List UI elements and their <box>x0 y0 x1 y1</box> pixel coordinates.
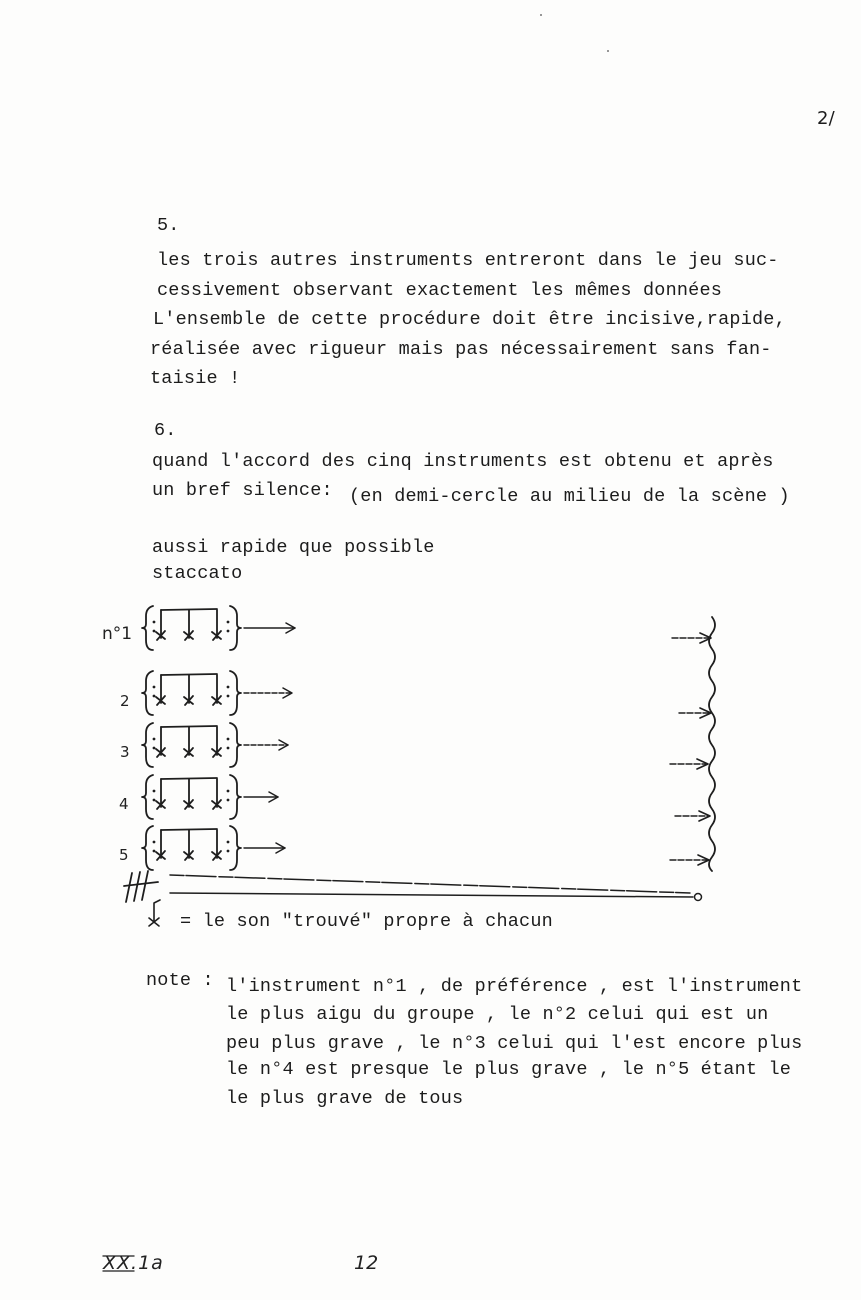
repeat-dot <box>153 695 156 698</box>
tempo-marking: aussi rapide que possible <box>152 537 435 558</box>
stave-label: 4 <box>119 795 129 813</box>
left-brace <box>142 826 153 870</box>
note-line: le plus grave de tous <box>226 1088 464 1109</box>
repeat-dot <box>153 747 156 750</box>
section-6-number: 6. <box>154 420 177 441</box>
left-brace <box>142 723 153 767</box>
repeat-dot <box>227 630 230 633</box>
section-6-line: quand l'accord des cinq instruments est obtenu et après <box>152 451 774 472</box>
legend-note-symbol <box>149 900 160 926</box>
repeat-dot <box>153 790 156 793</box>
right-brace <box>230 671 241 715</box>
wavy-end-line <box>709 617 715 871</box>
legend-text: = le son "trouvé" propre à chacun <box>180 911 553 932</box>
repeat-dot <box>227 747 230 750</box>
right-brace <box>230 826 241 870</box>
repeat-dot <box>227 799 230 802</box>
note-line: le plus aigu du groupe , le n°2 celui qui est un <box>226 1004 769 1025</box>
note-label: note : <box>146 970 214 991</box>
note-line: le n°4 est presque le plus grave , le n°5 étant le <box>226 1059 792 1080</box>
repeat-dot <box>227 686 230 689</box>
section-5-line: cessivement observant exactement les mêmes données <box>157 280 723 301</box>
page-marker: 2/ <box>817 108 835 129</box>
repeat-dot <box>227 790 230 793</box>
left-brace <box>142 671 153 715</box>
page-number: 12 <box>354 1252 379 1274</box>
note-line: l'instrument n°1 , de préférence , est l'instrument <box>226 976 803 997</box>
section-5-line: réalisée avec rigueur mais pas nécessairement sans fan- <box>150 339 772 360</box>
stave-label: n°1 <box>102 624 133 644</box>
repeat-dot <box>227 695 230 698</box>
repeat-dot <box>153 850 156 853</box>
stave-label: 5 <box>119 846 129 864</box>
stave-label: 2 <box>120 692 130 710</box>
stave-label: 3 <box>120 743 130 761</box>
left-brace <box>142 775 153 819</box>
repeat-dot <box>153 621 156 624</box>
right-brace <box>230 606 241 650</box>
repeat-dot <box>227 621 230 624</box>
repeat-dot <box>153 799 156 802</box>
repeat-dot <box>153 686 156 689</box>
right-brace <box>230 775 241 819</box>
repeat-dot <box>227 738 230 741</box>
section-5-number: 5. <box>157 215 180 236</box>
left-brace <box>142 606 153 650</box>
repeat-dot <box>227 850 230 853</box>
repeat-dot <box>153 841 156 844</box>
section-6-line: un bref silence: <box>152 480 333 501</box>
stage-note: (en demi-cercle au milieu de la scène ) <box>349 486 790 507</box>
repeat-dot <box>153 630 156 633</box>
right-brace <box>230 723 241 767</box>
incoming-arrows <box>670 638 710 860</box>
note-line: peu plus grave , le n°3 celui qui l'est encore plus <box>226 1033 803 1054</box>
articulation-marking: staccato <box>152 563 243 584</box>
catalog-number: XX.1a <box>103 1252 164 1274</box>
section-5-line: taisie ! <box>150 368 241 389</box>
repeat-dot <box>227 841 230 844</box>
hairpin-lines <box>170 875 702 901</box>
tally-mark <box>124 871 158 902</box>
repeat-dot <box>153 738 156 741</box>
section-5-line: L'ensemble de cette procédure doit être incisive,rapide, <box>153 309 786 330</box>
section-5-line: les trois autres instruments entreront dans le jeu suc- <box>157 250 779 271</box>
